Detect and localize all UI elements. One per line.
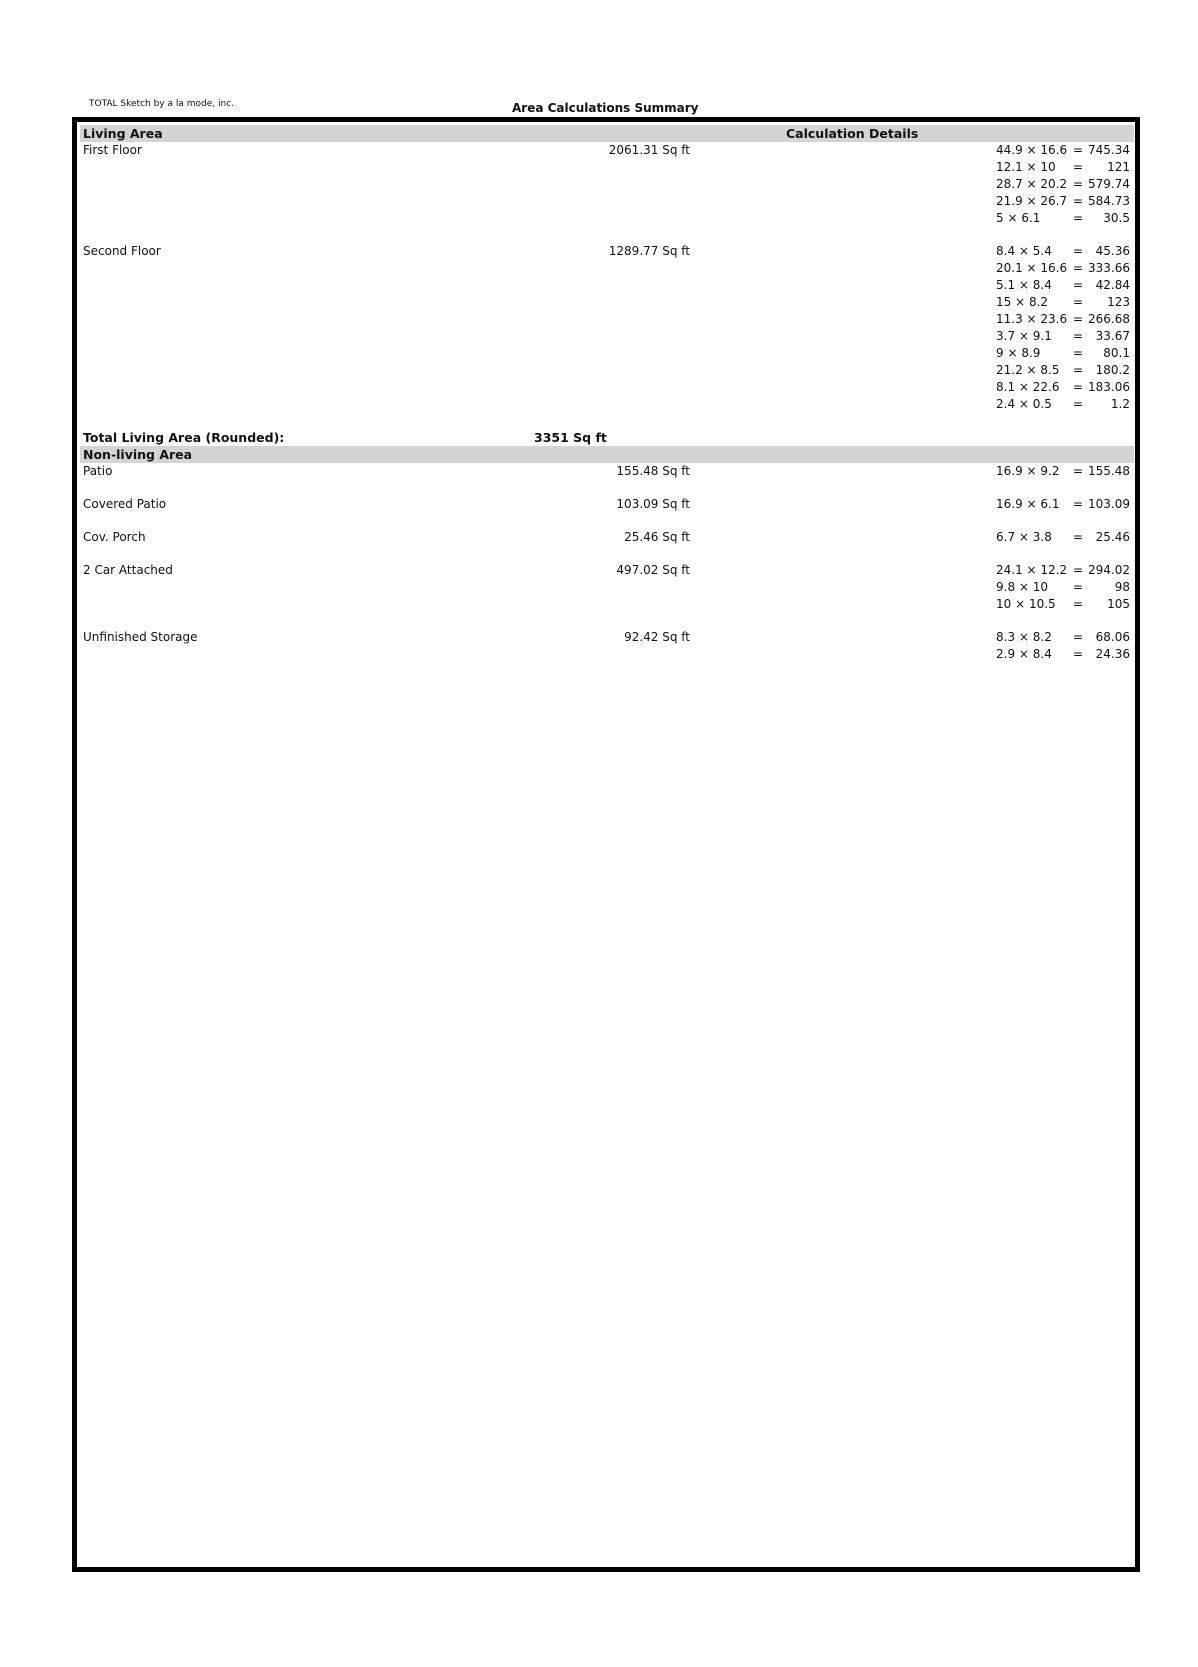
calculation-result: 745.34 xyxy=(1088,143,1130,157)
calculation-line xyxy=(996,243,1130,260)
calculation-line xyxy=(996,596,1130,613)
calculation-expression: 12.1 × 10 xyxy=(996,160,1056,174)
calculation-details xyxy=(996,243,1130,413)
calculation-equals: = xyxy=(1073,261,1084,275)
calculation-result: 579.74 xyxy=(1088,177,1130,191)
calculation-details xyxy=(996,496,1130,513)
calculation-equals: = xyxy=(1073,563,1084,577)
total-living-area-label: Total Living Area (Rounded): xyxy=(83,430,285,445)
area-row xyxy=(80,562,1134,629)
area-row xyxy=(80,629,1134,679)
area-name: Covered Patio xyxy=(83,497,167,511)
calculation-expression: 20.1 × 16.6 xyxy=(996,261,1068,275)
calculation-result: 24.36 xyxy=(1095,647,1130,661)
area-row xyxy=(80,142,1134,243)
calculation-result: 183.06 xyxy=(1088,380,1130,394)
calculation-result: 98 xyxy=(1114,580,1130,594)
calculation-line xyxy=(996,529,1130,546)
calculation-expression: 9 × 8.9 xyxy=(996,346,1041,360)
calculation-expression: 8.3 × 8.2 xyxy=(996,630,1052,644)
calculation-expression: 8.4 × 5.4 xyxy=(996,244,1052,258)
calculation-line xyxy=(996,562,1130,579)
calculation-equals: = xyxy=(1073,630,1084,644)
calculation-equals: = xyxy=(1073,244,1084,258)
calculation-expression: 44.9 × 16.6 xyxy=(996,143,1068,157)
calculation-line xyxy=(996,328,1130,345)
calculation-equals: = xyxy=(1073,329,1084,343)
calculation-line xyxy=(996,159,1130,176)
calculation-line xyxy=(996,646,1130,663)
calculation-line xyxy=(996,193,1130,210)
total-living-area-value: 3351 Sq ft xyxy=(534,430,607,445)
calculation-details xyxy=(996,142,1130,227)
area-name: Unfinished Storage xyxy=(83,630,198,644)
calculation-equals: = xyxy=(1073,597,1084,611)
calculation-expression: 21.9 × 26.7 xyxy=(996,194,1068,208)
calculation-expression: 5.1 × 8.4 xyxy=(996,278,1052,292)
calculation-equals: = xyxy=(1073,647,1084,661)
calculation-line xyxy=(996,629,1130,646)
calculation-details xyxy=(996,463,1130,480)
area-value: 1289.77 Sq ft xyxy=(608,244,690,258)
calculation-result: 266.68 xyxy=(1088,312,1130,326)
calculation-equals: = xyxy=(1073,346,1084,360)
calculation-result: 1.2 xyxy=(1110,397,1130,411)
area-name: Cov. Porch xyxy=(83,530,146,544)
calculation-line xyxy=(996,463,1130,480)
calculation-equals: = xyxy=(1073,530,1084,544)
calculation-details xyxy=(996,529,1130,546)
calculation-expression: 16.9 × 6.1 xyxy=(996,497,1060,511)
calculation-equals: = xyxy=(1073,211,1084,225)
calculation-result: 103.09 xyxy=(1088,497,1130,511)
calculation-equals: = xyxy=(1073,380,1084,394)
area-row xyxy=(80,496,1134,529)
calculation-equals: = xyxy=(1073,160,1084,174)
calculation-result: 80.1 xyxy=(1103,346,1130,360)
calculation-line xyxy=(996,294,1130,311)
calculation-expression: 28.7 × 20.2 xyxy=(996,177,1068,191)
calculation-line xyxy=(996,277,1130,294)
calculation-equals: = xyxy=(1073,295,1084,309)
calculation-result: 30.5 xyxy=(1103,211,1130,225)
calculation-equals: = xyxy=(1073,363,1084,377)
area-value: 103.09 Sq ft xyxy=(616,497,690,511)
calculation-line xyxy=(996,396,1130,413)
area-name: Second Floor xyxy=(83,244,161,258)
calculation-expression: 15 × 8.2 xyxy=(996,295,1049,309)
page-title: Area Calculations Summary xyxy=(512,101,699,115)
calculation-result: 33.67 xyxy=(1095,329,1130,343)
calculation-line xyxy=(996,142,1130,159)
area-table xyxy=(80,125,1134,679)
calculation-result: 180.2 xyxy=(1095,363,1130,377)
area-row xyxy=(80,529,1134,562)
area-value: 2061.31 Sq ft xyxy=(608,143,690,157)
calculation-result: 45.36 xyxy=(1095,244,1130,258)
calculation-line xyxy=(996,176,1130,193)
living-area-header xyxy=(80,125,1134,142)
calculation-result: 121 xyxy=(1107,160,1130,174)
area-name: First Floor xyxy=(83,143,142,157)
calculation-expression: 16.9 × 9.2 xyxy=(996,464,1060,478)
calculation-equals: = xyxy=(1073,580,1084,594)
calculation-expression: 3.7 × 9.1 xyxy=(996,329,1052,343)
nonliving-area-header xyxy=(80,446,1134,463)
calculation-result: 584.73 xyxy=(1088,194,1130,208)
calculation-expression: 21.2 × 8.5 xyxy=(996,363,1060,377)
nonliving-area-label: Non-living Area xyxy=(83,447,193,462)
calculation-equals: = xyxy=(1073,312,1084,326)
calculation-line xyxy=(996,362,1130,379)
calculation-line xyxy=(996,496,1130,513)
calculation-result: 42.84 xyxy=(1095,278,1130,292)
calculation-equals: = xyxy=(1073,194,1084,208)
calculation-equals: = xyxy=(1073,497,1084,511)
calculation-result: 333.66 xyxy=(1088,261,1130,275)
calculation-expression: 24.1 × 12.2 xyxy=(996,563,1068,577)
calculation-expression: 10 × 10.5 xyxy=(996,597,1056,611)
living-area-rows xyxy=(80,142,1134,429)
nonliving-area-rows xyxy=(80,463,1134,679)
area-row xyxy=(80,243,1134,429)
calculation-line xyxy=(996,210,1130,227)
calculation-result: 155.48 xyxy=(1088,464,1130,478)
calculation-equals: = xyxy=(1073,177,1084,191)
area-name: Patio xyxy=(83,464,113,478)
calculation-expression: 6.7 × 3.8 xyxy=(996,530,1052,544)
area-value: 92.42 Sq ft xyxy=(624,630,690,644)
calculation-line xyxy=(996,260,1130,277)
calculation-expression: 8.1 × 22.6 xyxy=(996,380,1060,394)
calculation-result: 25.46 xyxy=(1095,530,1130,544)
total-living-area-row xyxy=(80,429,1134,446)
area-name: 2 Car Attached xyxy=(83,563,173,577)
calculation-details-header: Calculation Details xyxy=(786,126,919,141)
calculation-result: 105 xyxy=(1107,597,1130,611)
calculation-line xyxy=(996,345,1130,362)
calculation-expression: 9.8 × 10 xyxy=(996,580,1049,594)
calculation-expression: 2.9 × 8.4 xyxy=(996,647,1052,661)
area-value: 155.48 Sq ft xyxy=(616,464,690,478)
calculation-equals: = xyxy=(1073,143,1084,157)
calculation-result: 123 xyxy=(1107,295,1130,309)
calculation-line xyxy=(996,579,1130,596)
area-value: 497.02 Sq ft xyxy=(616,563,690,577)
calculation-details xyxy=(996,562,1130,613)
calculation-result: 294.02 xyxy=(1088,563,1130,577)
calculation-expression: 5 × 6.1 xyxy=(996,211,1041,225)
calculation-line xyxy=(996,379,1130,396)
living-area-label: Living Area xyxy=(83,126,163,141)
calculation-equals: = xyxy=(1073,397,1084,411)
calculation-result: 68.06 xyxy=(1095,630,1130,644)
calculation-line xyxy=(996,311,1130,328)
calculation-expression: 2.4 × 0.5 xyxy=(996,397,1052,411)
calculation-expression: 11.3 × 23.6 xyxy=(996,312,1068,326)
calculation-details xyxy=(996,629,1130,663)
calculation-equals: = xyxy=(1073,464,1084,478)
calculation-equals: = xyxy=(1073,278,1084,292)
area-row xyxy=(80,463,1134,496)
area-value: 25.46 Sq ft xyxy=(624,530,690,544)
software-credit: TOTAL Sketch by a la mode, inc. xyxy=(89,99,235,109)
